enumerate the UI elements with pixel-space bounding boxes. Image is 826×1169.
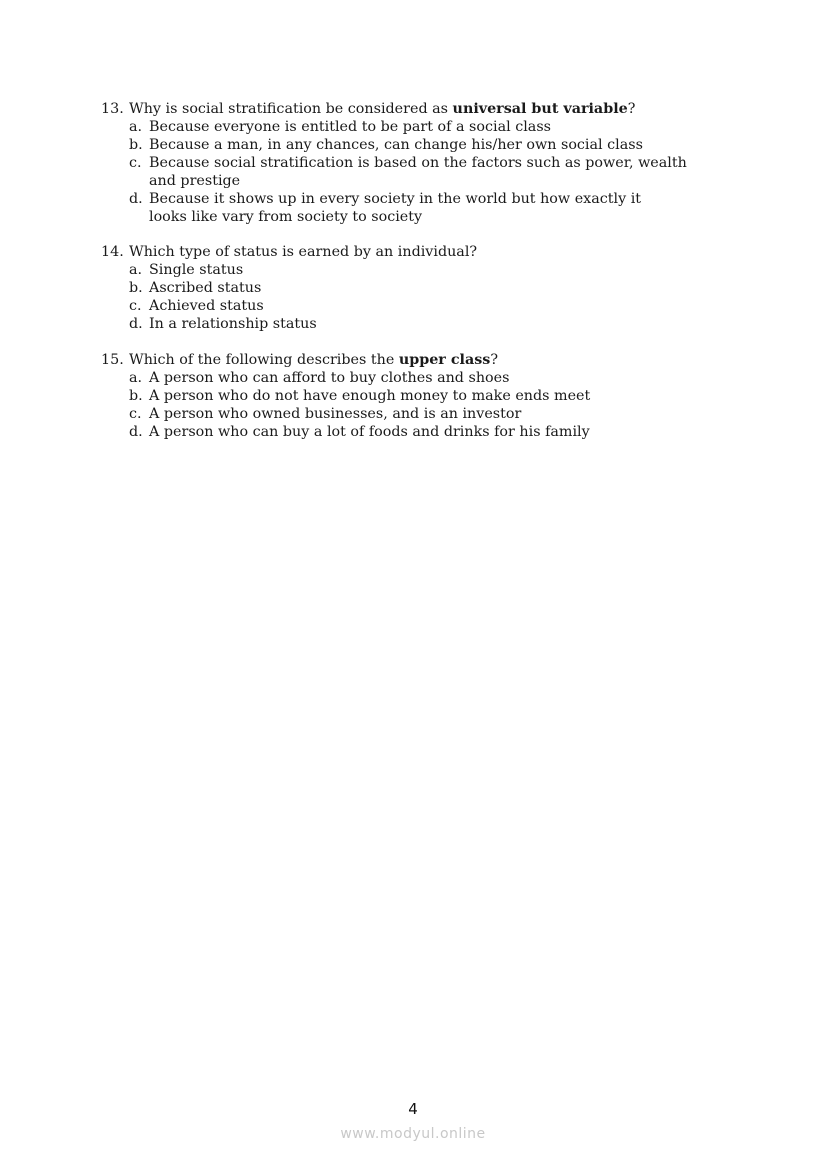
stem-end: ? bbox=[490, 352, 498, 368]
choice-list bbox=[101, 369, 741, 441]
choice-list bbox=[101, 118, 741, 226]
choice-letter: d. bbox=[129, 316, 143, 332]
choice-b bbox=[101, 387, 741, 405]
choice-text: Because it shows up in every society in the world but how exactly it looks like vary from society to society bbox=[149, 191, 642, 225]
choice-letter: a. bbox=[129, 119, 143, 135]
question-number: 14. bbox=[101, 244, 124, 260]
choice-c bbox=[101, 405, 741, 423]
choice-text: A person who do not have enough money to make ends meet bbox=[149, 388, 591, 404]
choice-c bbox=[101, 297, 741, 315]
question-stem bbox=[101, 100, 741, 118]
question-13 bbox=[101, 100, 741, 226]
stem-emphasis: universal but variable bbox=[452, 101, 628, 117]
choice-d bbox=[101, 190, 741, 226]
question-15 bbox=[101, 351, 741, 441]
question-stem bbox=[101, 351, 741, 369]
choice-text: Single status bbox=[149, 262, 244, 278]
choice-a bbox=[101, 369, 741, 387]
stem-text: Why is social stratification be considered as bbox=[129, 101, 453, 117]
choice-letter: b. bbox=[129, 280, 143, 296]
choice-text: A person who can buy a lot of foods and drinks for his family bbox=[149, 424, 590, 440]
choice-text: A person who owned businesses, and is an investor bbox=[149, 406, 522, 422]
choice-text: A person who can afford to buy clothes and shoes bbox=[149, 370, 510, 386]
choice-letter: b. bbox=[129, 388, 143, 404]
choice-text: Because a man, in any chances, can change his/her own social class bbox=[149, 137, 643, 153]
choice-a bbox=[101, 118, 741, 136]
question-number: 15. bbox=[101, 352, 124, 368]
choice-b bbox=[101, 279, 741, 297]
choice-d bbox=[101, 423, 741, 441]
page-number: 4 bbox=[408, 1100, 418, 1118]
choice-letter: b. bbox=[129, 137, 143, 153]
choice-d bbox=[101, 315, 741, 333]
choice-letter: c. bbox=[129, 406, 142, 422]
choice-text: In a relationship status bbox=[149, 316, 317, 332]
choice-list bbox=[101, 261, 741, 333]
choice-letter: c. bbox=[129, 155, 142, 171]
watermark: www.modyul.online bbox=[340, 1126, 486, 1142]
choice-text: Achieved status bbox=[149, 298, 264, 314]
choice-c bbox=[101, 154, 741, 190]
stem-text: Which type of status is earned by an individual? bbox=[129, 244, 478, 260]
choice-letter: c. bbox=[129, 298, 142, 314]
stem-emphasis: upper class bbox=[398, 352, 491, 368]
stem-text: Which of the following describes the bbox=[129, 352, 399, 368]
question-stem bbox=[101, 243, 741, 261]
choice-text: Because everyone is entitled to be part of a social class bbox=[149, 119, 552, 135]
choice-letter: a. bbox=[129, 262, 143, 278]
choice-text: Ascribed status bbox=[149, 280, 262, 296]
choice-letter: d. bbox=[129, 424, 143, 440]
question-14 bbox=[101, 243, 741, 333]
stem-end: ? bbox=[627, 101, 636, 117]
choice-text: Because social stratification is based on the factors such as power, wealth and prestige bbox=[149, 155, 687, 189]
choice-letter: d. bbox=[129, 191, 143, 207]
choice-a bbox=[101, 261, 741, 279]
choice-letter: a. bbox=[129, 370, 143, 386]
choice-b bbox=[101, 136, 741, 154]
question-number: 13. bbox=[101, 101, 124, 117]
